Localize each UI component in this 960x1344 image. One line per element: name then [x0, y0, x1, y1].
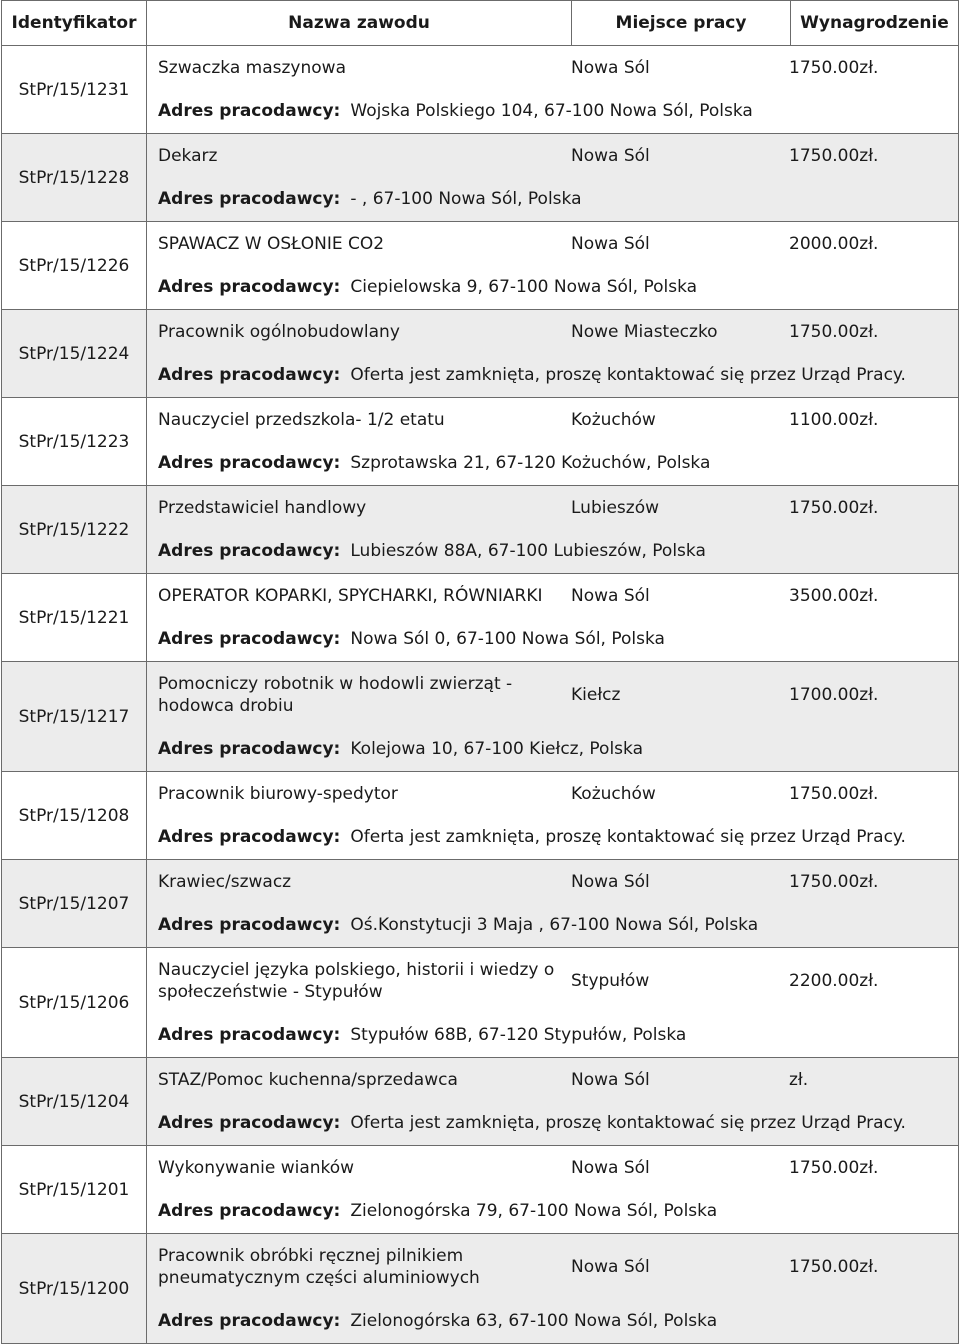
- offer-detail: [147, 860, 959, 948]
- employer-address-line: [147, 178, 958, 220]
- job-title: Przedstawiciel handlowy: [158, 498, 367, 518]
- address-label: Adres pracodawcy:: [158, 101, 341, 121]
- work-place: Nowa Sól: [571, 1257, 650, 1277]
- employer-address-line: [147, 816, 958, 858]
- address-label: Adres pracodawcy:: [158, 453, 341, 473]
- offer-main-line: [147, 310, 958, 354]
- salary: 1750.00zł.: [789, 322, 879, 342]
- job-title: Nauczyciel języka polskiego, historii i wiedzy o społeczeństwie - Stypułów: [158, 960, 555, 1002]
- offer-detail: [147, 662, 959, 772]
- offer-main-line: [147, 1146, 958, 1190]
- offer-id: StPr/15/1221: [2, 574, 147, 662]
- work-place: Nowa Sól: [571, 872, 650, 892]
- address-label: Adres pracodawcy:: [158, 541, 341, 561]
- table-row: [2, 1058, 959, 1146]
- table-row: [2, 662, 959, 772]
- work-place: Kożuchów: [571, 410, 656, 430]
- employer-address: - , 67-100 Nowa Sól, Polska: [350, 189, 582, 209]
- offer-main-line: [147, 1234, 958, 1300]
- address-label: Adres pracodawcy:: [158, 827, 341, 847]
- salary: 1100.00zł.: [789, 410, 879, 430]
- employer-address: Stypułów 68B, 67-120 Stypułów, Polska: [350, 1025, 687, 1045]
- job-title: OPERATOR KOPARKI, SPYCHARKI, RÓWNIARKI: [158, 586, 543, 606]
- address-label: Adres pracodawcy:: [158, 1113, 341, 1133]
- work-place: Nowa Sól: [571, 1070, 650, 1090]
- offer-id: StPr/15/1208: [2, 772, 147, 860]
- job-offers-table: [1, 0, 959, 1344]
- offer-id: StPr/15/1200: [2, 1234, 147, 1344]
- offer-main-line: [147, 772, 958, 816]
- employer-address-line: [147, 90, 958, 132]
- table-row: [2, 486, 959, 574]
- work-place: Kiełcz: [571, 685, 621, 705]
- offer-detail: [147, 134, 959, 222]
- header-place: Miejsce pracy: [572, 1, 791, 46]
- employer-address: Oś.Konstytucji 3 Maja , 67-100 Nowa Sól, Polska: [350, 915, 759, 935]
- address-label: Adres pracodawcy:: [158, 189, 341, 209]
- offer-detail: [147, 772, 959, 860]
- employer-address: Wojska Polskiego 104, 67-100 Nowa Sól, Polska: [350, 101, 753, 121]
- offer-detail: [147, 46, 959, 134]
- offer-id: StPr/15/1207: [2, 860, 147, 948]
- header-salary: Wynagrodzenie: [791, 1, 959, 46]
- work-place: Nowe Miasteczko: [571, 322, 718, 342]
- offer-main-line: [147, 398, 958, 442]
- offer-id: StPr/15/1206: [2, 948, 147, 1058]
- employer-address-line: [147, 618, 958, 660]
- employer-address: Ciepielowska 9, 67-100 Nowa Sól, Polska: [350, 277, 698, 297]
- work-place: Stypułów: [571, 971, 650, 991]
- salary: 2000.00zł.: [789, 234, 879, 254]
- employer-address-line: [147, 1300, 958, 1342]
- offer-detail: [147, 486, 959, 574]
- salary: 1700.00zł.: [789, 685, 879, 705]
- table-row: [2, 1234, 959, 1344]
- work-place: Nowa Sól: [571, 586, 650, 606]
- job-title: Wykonywanie wianków: [158, 1158, 355, 1178]
- offer-id: StPr/15/1204: [2, 1058, 147, 1146]
- offer-id: StPr/15/1201: [2, 1146, 147, 1234]
- offer-main-line: [147, 662, 958, 728]
- salary: 1750.00zł.: [789, 146, 879, 166]
- work-place: Nowa Sól: [571, 234, 650, 254]
- employer-address-line: [147, 530, 958, 572]
- job-title: STAZ/Pomoc kuchenna/sprzedawca: [158, 1070, 458, 1090]
- table-row: [2, 574, 959, 662]
- address-label: Adres pracodawcy:: [158, 739, 341, 759]
- address-label: Adres pracodawcy:: [158, 915, 341, 935]
- offer-detail: [147, 1058, 959, 1146]
- offer-main-line: [147, 574, 958, 618]
- employer-address-line: [147, 1102, 958, 1144]
- work-place: Nowa Sól: [571, 58, 650, 78]
- work-place: Kożuchów: [571, 784, 656, 804]
- offer-detail: [147, 310, 959, 398]
- salary: 1750.00zł.: [789, 872, 879, 892]
- employer-address-line: [147, 266, 958, 308]
- offer-id: StPr/15/1222: [2, 486, 147, 574]
- table-row: [2, 134, 959, 222]
- offer-detail: [147, 574, 959, 662]
- header-id: Identyfikator: [2, 1, 147, 46]
- work-place: Lubieszów: [571, 498, 660, 518]
- address-label: Adres pracodawcy:: [158, 277, 341, 297]
- employer-address: Kolejowa 10, 67-100 Kiełcz, Polska: [350, 739, 643, 759]
- offer-id: StPr/15/1224: [2, 310, 147, 398]
- salary: 2200.00zł.: [789, 971, 879, 991]
- address-label: Adres pracodawcy:: [158, 629, 341, 649]
- offer-id: StPr/15/1223: [2, 398, 147, 486]
- salary: zł.: [789, 1070, 809, 1090]
- offer-main-line: [147, 860, 958, 904]
- header-row: [2, 1, 959, 46]
- offer-id: StPr/15/1217: [2, 662, 147, 772]
- employer-address: Zielonogórska 79, 67-100 Nowa Sól, Polska: [350, 1201, 718, 1221]
- table-row: [2, 310, 959, 398]
- address-label: Adres pracodawcy:: [158, 1025, 341, 1045]
- salary: 1750.00zł.: [789, 784, 879, 804]
- offer-detail: [147, 398, 959, 486]
- work-place: Nowa Sól: [571, 1158, 650, 1178]
- salary: 1750.00zł.: [789, 1257, 879, 1277]
- offer-main-line: [147, 134, 958, 178]
- table-row: [2, 860, 959, 948]
- address-label: Adres pracodawcy:: [158, 1311, 341, 1331]
- table-row: [2, 772, 959, 860]
- employer-address: Oferta jest zamknięta, proszę kontaktować się przez Urząd Pracy.: [350, 365, 906, 385]
- address-label: Adres pracodawcy:: [158, 1201, 341, 1221]
- address-label: Adres pracodawcy:: [158, 365, 341, 385]
- job-title: Dekarz: [158, 146, 218, 166]
- offer-detail: [147, 1146, 959, 1234]
- offer-main-line: [147, 46, 958, 90]
- offer-detail: [147, 948, 959, 1058]
- employer-address-line: [147, 1014, 958, 1056]
- salary: 1750.00zł.: [789, 1158, 879, 1178]
- offer-main-line: [147, 948, 958, 1014]
- employer-address: Lubieszów 88A, 67-100 Lubieszów, Polska: [350, 541, 706, 561]
- salary: 3500.00zł.: [789, 586, 879, 606]
- job-title: Pracownik obróbki ręcznej pilnikiem pneumatycznym części aluminiowych: [158, 1246, 480, 1288]
- employer-address: Oferta jest zamknięta, proszę kontaktować się przez Urząd Pracy.: [350, 827, 906, 847]
- table-row: [2, 222, 959, 310]
- job-title: SPAWACZ W OSŁONIE CO2: [158, 234, 385, 254]
- offer-main-line: [147, 222, 958, 266]
- work-place: Nowa Sól: [571, 146, 650, 166]
- job-title: Szwaczka maszynowa: [158, 58, 346, 78]
- job-title: Pracownik biurowy-spedytor: [158, 784, 398, 804]
- offer-id: StPr/15/1228: [2, 134, 147, 222]
- employer-address-line: [147, 1190, 958, 1232]
- offer-id: StPr/15/1226: [2, 222, 147, 310]
- table-row: [2, 1146, 959, 1234]
- offer-detail: [147, 222, 959, 310]
- offer-id: StPr/15/1231: [2, 46, 147, 134]
- job-title: Nauczyciel przedszkola- 1/2 etatu: [158, 410, 445, 430]
- employer-address: Zielonogórska 63, 67-100 Nowa Sól, Polska: [350, 1311, 718, 1331]
- table-row: [2, 398, 959, 486]
- table-row: [2, 948, 959, 1058]
- employer-address-line: [147, 354, 958, 396]
- header-job: Nazwa zawodu: [147, 1, 572, 46]
- offer-detail: [147, 1234, 959, 1344]
- offer-main-line: [147, 1058, 958, 1102]
- employer-address-line: [147, 728, 958, 770]
- employer-address: Oferta jest zamknięta, proszę kontaktować się przez Urząd Pracy.: [350, 1113, 906, 1133]
- employer-address-line: [147, 442, 958, 484]
- employer-address-line: [147, 904, 958, 946]
- employer-address: Nowa Sól 0, 67-100 Nowa Sól, Polska: [350, 629, 665, 649]
- salary: 1750.00zł.: [789, 498, 879, 518]
- salary: 1750.00zł.: [789, 58, 879, 78]
- job-title: Pomocniczy robotnik w hodowli zwierząt - hodowca drobiu: [158, 674, 513, 716]
- table-row: [2, 46, 959, 134]
- employer-address: Szprotawska 21, 67-120 Kożuchów, Polska: [350, 453, 711, 473]
- job-title: Krawiec/szwacz: [158, 872, 292, 892]
- offer-main-line: [147, 486, 958, 530]
- job-title: Pracownik ogólnobudowlany: [158, 322, 400, 342]
